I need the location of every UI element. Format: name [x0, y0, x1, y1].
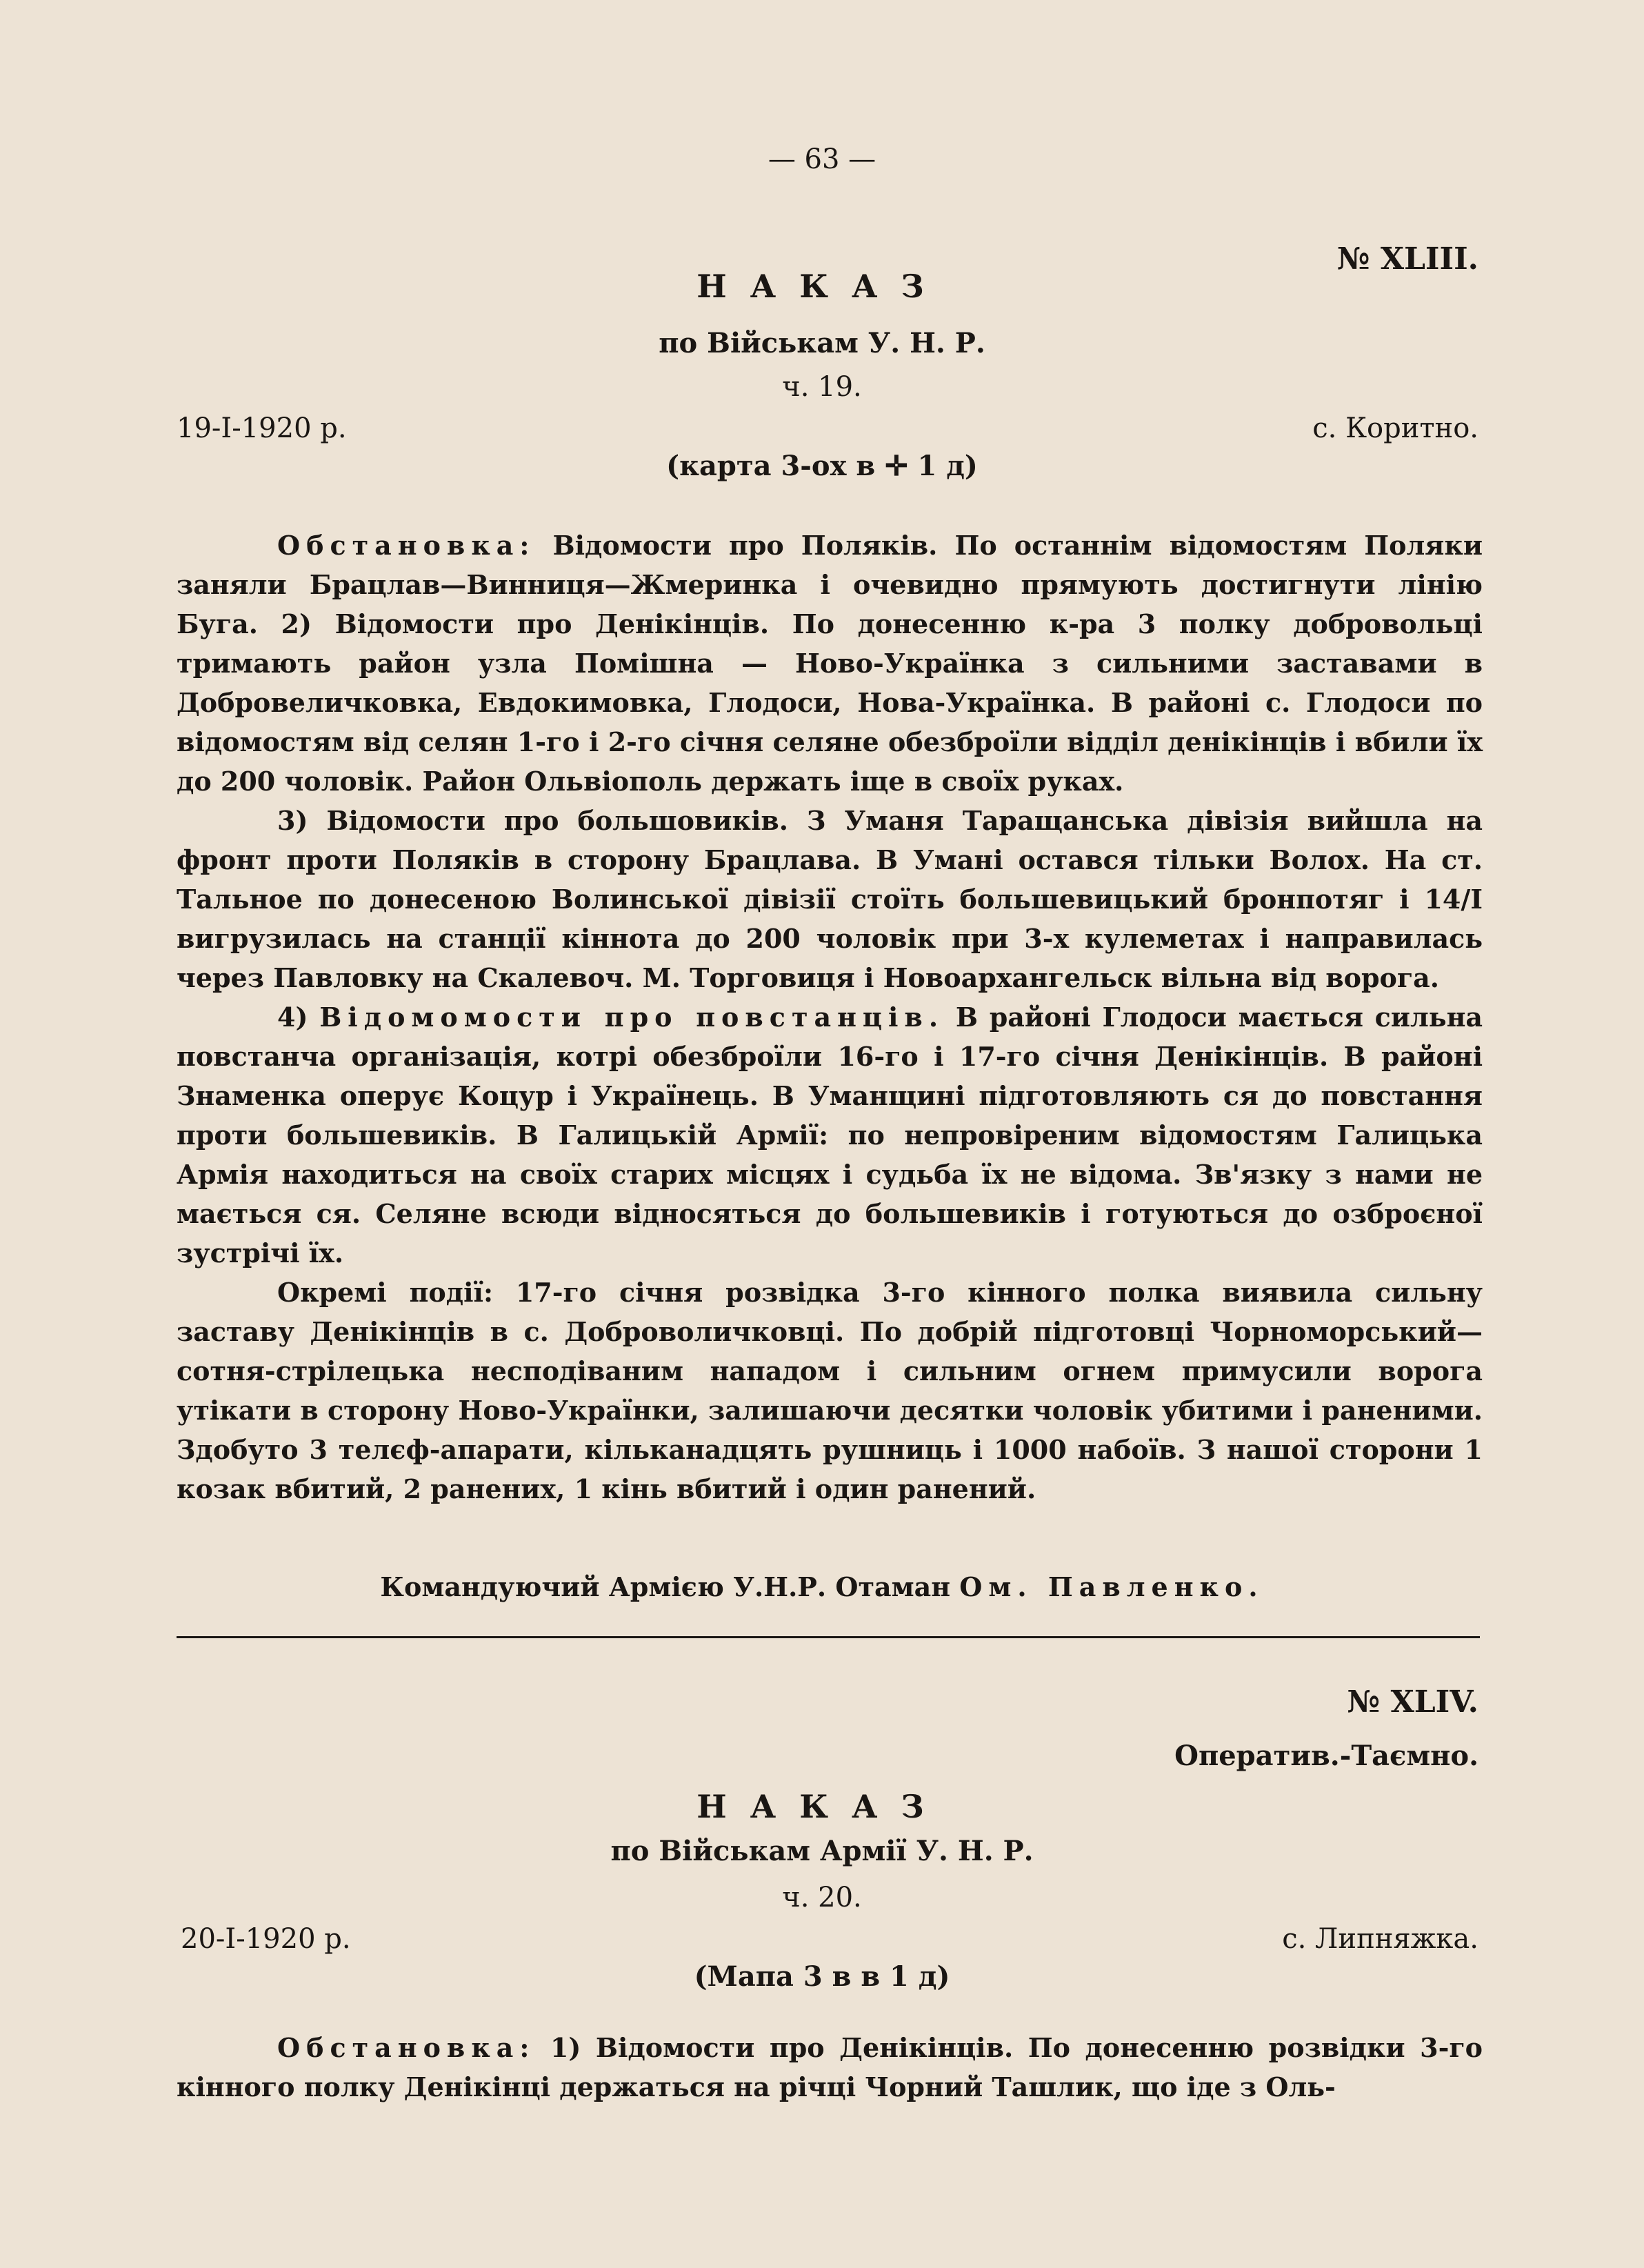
insurgents-paragraph: 4) Відомомости про повстанців. В районі Глодоси мається сильна повстанча організація, котрі обезброїли 16-го і 17-го січня Денікінців. В районі Знаменка оперує Коцур і Українець. В Уманщині підготовляють ся до повстання проти большевиків. В Галицькій Армії: по непровіреним відомостям Галицька Армія находиться на своїх старих місцях і судьба їх не відома. Зв'язку з нами не мається ся. Селяне всюди відносяться до большевиків і готуються до озброєної зустрічі їх. — [177, 1002, 1483, 1269]
situation-label: Обстановка: — [277, 530, 536, 561]
order-part: ч. 19. — [782, 371, 862, 403]
signature: Командуючий Армією У.Н.Р. Отаман Ом. Павленко. — [380, 1571, 1264, 1602]
insurgents-label: Відомомости про повстанців. — [319, 1002, 945, 1033]
order-number: № XLIV. — [1347, 1684, 1478, 1720]
order-body — [177, 2028, 1483, 2107]
order-number: № XLIII. — [1336, 241, 1478, 277]
situation-text: 1) Відомости про Денікінців. По донесенню розвідки 3-го кінного полку Денікінці держаться на річці Чорний Ташлик, що іде з Оль- — [177, 2032, 1483, 2102]
order-subtitle: по Військам Армії У. Н. Р. — [610, 1835, 1034, 1867]
order-date: 19-I-1920 р. — [177, 412, 347, 444]
order-subtitle: по Військам У. Н. Р. — [659, 327, 985, 359]
insurgents-text: В районі Глодоси мається сильна повстанча організація, котрі обезброїли 16-го і 17-го січня Денікінців. В районі Знаменка оперує Коцур і Українець. В Уманщині підготовляють ся до повстання проти большевиків. В Галицькій Армії: по непровіреним відомостям Галицька Армія находиться на своїх старих місцях і судьба їх не відома. Зв'язку з нами не мається ся. Селяне всюди відносяться до большевиків і готуються до озброєної зустрічі їх. — [177, 1002, 1483, 1269]
events-paragraph: Окремі події: 17-го січня розвідка 3-го кінного полка виявила сильну заставу Денікінців в с. Доброволичковці. По добрій підготовці Чорноморський—сотня-стрілецька несподіваним нападом і сильним огнем примусили ворога утікати в сторону Ново-Українки, залишаючи десятки чоловік убитими і раненими. Здобуто 3 телєф-апарати, кільканадцять рушниць і 1000 набоїв. З нашої сторони 1 козак вбитий, 2 ранених, 1 кінь вбитий і один ранений. — [177, 1277, 1483, 1504]
order-place: с. Коритно. — [1312, 412, 1478, 444]
order-part: ч. 20. — [782, 1882, 862, 1913]
order-place: с. Липняжка. — [1282, 1923, 1478, 1955]
order-title: НАКАЗ — [696, 268, 948, 305]
situation-paragraph — [177, 2028, 1483, 2107]
order-body — [177, 526, 1483, 1509]
classification-label: Оператив.-Таємно. — [1174, 1740, 1478, 1772]
situation-label: Обстановка: — [277, 2032, 536, 2063]
situation-text: Відомости про Поляків. По останнім відомостям Поляки заняли Брацлав—Винниця—Жмеринка і очевидно прямують достигнути лінію Буга. 2) Відомости про Денікінців. По донесенню к-ра 3 полку добровольці тримають район узла Помішна — Ново-Українка з сильними заставами в Добровеличковка, Евдокимовка, Глодоси, Нова-Українка. В районі с. Глодоси по відомостям від селян 1-го і 2-го січня селяне обезброїли відділ денікінців і вбили їх до 200 чоловік. Район Ольвіополь держать іще в своїх руках. — [177, 530, 1483, 797]
bolsheviks-paragraph: 3) Відомости про большовиків. З Уманя Таращанська дівізія вийшла на фронт проти Поляків в сторону Брацлава. В Умані остався тільки Волох. На ст. Тальное по донесеною Волинської дівізії стоїть большевицький бронпотяг і 14/І вигрузилась на станції кіннота до 200 чоловік при 3-х кулеметах і направилась через Павловку на Скалевоч. М. Торговиця і Новоархангельск вільна від ворога. — [177, 805, 1483, 993]
order-date: 20-I-1920 р. — [181, 1923, 351, 1955]
map-reference: (Мапа 3 в в 1 д) — [694, 1960, 950, 1993]
order-title: НАКАЗ — [696, 1788, 948, 1825]
section-divider — [177, 1636, 1480, 1638]
page-number: — 63 — — [768, 143, 876, 175]
map-reference: (карта 3-ох в ✛ 1 д) — [666, 450, 978, 482]
situation-paragraph — [177, 526, 1483, 801]
